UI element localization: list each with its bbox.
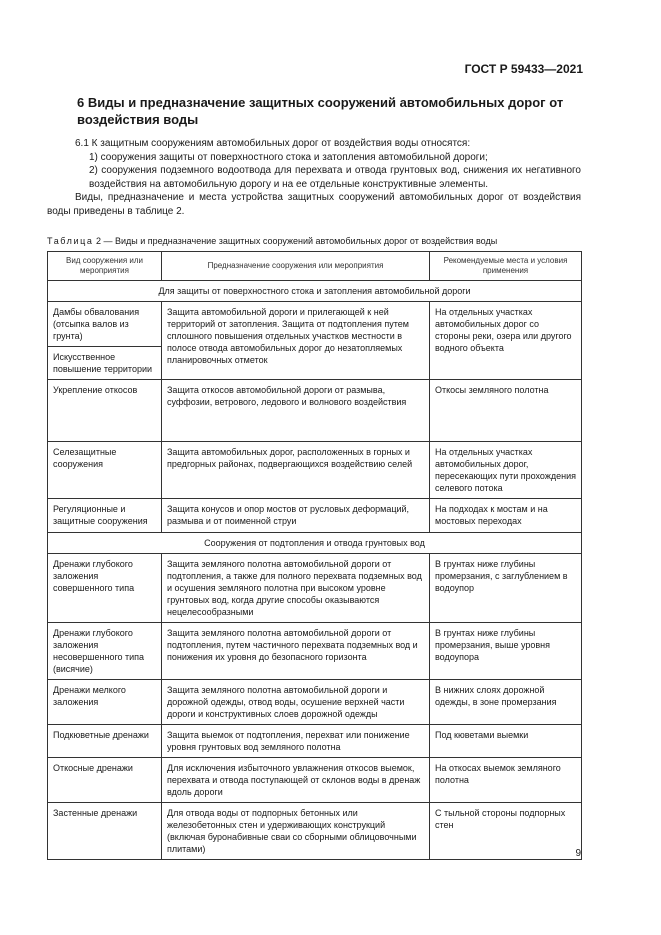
cell-purpose: Защита земляного полотна автомобильной дороги от подтопления, а также для полного перехвата подземных вод и осушения земляного полотна при высоком уровне грунтовых вод, когда другие способы оказываются нецелесообразными (162, 554, 430, 623)
table-caption-label: Таблица (47, 236, 94, 246)
header-where: Рекомендуемые места и условия применения (430, 252, 582, 281)
cell-where: На откосах выемок земляного полотна (430, 758, 582, 803)
page-number: 9 (575, 848, 581, 859)
cell-kind: Селезащитные сооружения (48, 442, 162, 499)
cell-kind: Искусственное повышение территории (48, 347, 162, 380)
header-kind: Вид сооружения или мероприятия (48, 252, 162, 281)
cell-where: Откосы земляного полотна (430, 380, 582, 442)
table-row (48, 380, 582, 442)
cell-purpose: Защита выемок от подтопления, перехват или понижение уровня грунтовых вод земляного полотна (162, 725, 430, 758)
cell-kind: Укрепление откосов (48, 380, 162, 442)
cell-purpose: Защита откосов автомобильной дороги от размыва, суффозии, ветрового, ледового и волнового воздействия (162, 380, 430, 442)
group-surface-runoff: Для защиты от поверхностного стока и затопления автомобильной дороги (48, 281, 582, 302)
table-row (48, 803, 582, 860)
header-purpose: Предназначение сооружения или мероприятия (162, 252, 430, 281)
table-row (48, 499, 582, 533)
cell-purpose: Для исключения избыточного увлажнения откосов выемок, перехвата и отвода поступающей от склонов воды в дренаж вдоль дороги (162, 758, 430, 803)
protective-structures-table (47, 251, 582, 860)
table-caption (47, 236, 607, 246)
paragraph-6-1: 6.1 К защитным сооружениям автомобильных дорог от воздействия воды относятся: (75, 138, 471, 149)
group-groundwater: Сооружения от подтопления и отвода грунтовых вод (48, 533, 582, 554)
cell-kind: Дренажи глубокого заложения несовершенного типа (висячие) (48, 623, 162, 680)
cell-purpose: Защита автомобильной дороги и прилегающей к ней территорий от затопления. Защита от подтопления путем сплошного повышения отдельных участков местности в полосе отвода автомобильных дорог до незатопляемых планировочных отметок (162, 302, 430, 380)
cell-kind: Откосные дренажи (48, 758, 162, 803)
table-header-row (48, 252, 582, 281)
cell-kind: Дамбы обвалования (отсыпка валов из грунта) (48, 302, 162, 347)
body-text (47, 137, 581, 218)
table-row (48, 302, 582, 347)
cell-where: В нижних слоях дорожной одежды, в зоне промерзания (430, 680, 582, 725)
table-row (48, 623, 582, 680)
table-caption-text: 2 — Виды и предназначение защитных сооружений автомобильных дорог от воздействия воды (96, 236, 498, 246)
cell-kind: Застенные дренажи (48, 803, 162, 860)
cell-where: С тыльной стороны подпорных стен (430, 803, 582, 860)
list-item-2: 2) сооружения подземного водоотвода для перехвата и отвода грунтовых вод, снижения их негативного воздействия на автомобильную дорогу и на ее отдельные конструктивные элементы. (89, 165, 581, 190)
document-code: ГОСТ Р 59433—2021 (464, 62, 583, 76)
table-row (48, 554, 582, 623)
cell-kind: Дренажи глубокого заложения совершенного типа (48, 554, 162, 623)
cell-where: В грунтах ниже глубины промерзания, выше уровня водоупора (430, 623, 582, 680)
cell-where: На подходах к мостам и на мостовых переходах (430, 499, 582, 533)
cell-where: В грунтах ниже глубины промерзания, с заглублением в водоупор (430, 554, 582, 623)
cell-where: Под кюветами выемки (430, 725, 582, 758)
group-row (48, 533, 582, 554)
cell-purpose: Для отвода воды от подпорных бетонных или железобетонных стен и удерживающих конструкций (включая буронабивные сваи со сборными облицовочными плитами) (162, 803, 430, 860)
section-title: 6 Виды и предназначение защитных сооружений автомобильных дорог от воздействия воды (77, 95, 564, 127)
cell-purpose: Защита земляного полотна автомобильной дороги и дорожной одежды, отвод воды, осушение верхней части дороги и конструктивных слоев дорожной одежды (162, 680, 430, 725)
list-item-1: 1) сооружения защиты от поверхностного стока и затопления автомобильной дороги; (89, 151, 488, 163)
cell-where: На отдельных участках автомобильных дорог, пересекающих пути прохождения селевого потока (430, 442, 582, 499)
cell-purpose: Защита автомобильных дорог, расположенных в горных и предгорных районах, подвергающихся воздействию селей (162, 442, 430, 499)
paragraph-table-ref: Виды, предназначение и места устройства защитных сооружений автомобильных дорог от воздействия воды приведены в таблице 2. (47, 192, 581, 217)
cell-where: На отдельных участках автомобильных дорог со стороны реки, озера или другого водного объекта (430, 302, 582, 380)
cell-purpose: Защита конусов и опор мостов от русловых деформаций, размыва и от поименной струи (162, 499, 430, 533)
table-row (48, 680, 582, 725)
cell-purpose: Защита земляного полотна автомобильной дороги от подтопления, путем частичного перехвата подземных вод и понижения их уровня до безопасного горизонта (162, 623, 430, 680)
table-row (48, 758, 582, 803)
cell-kind: Дренажи мелкого заложения (48, 680, 162, 725)
table-row (48, 442, 582, 499)
group-row (48, 281, 582, 302)
cell-kind: Подкюветные дренажи (48, 725, 162, 758)
table-row (48, 725, 582, 758)
cell-kind: Регуляционные и защитные сооружения (48, 499, 162, 533)
